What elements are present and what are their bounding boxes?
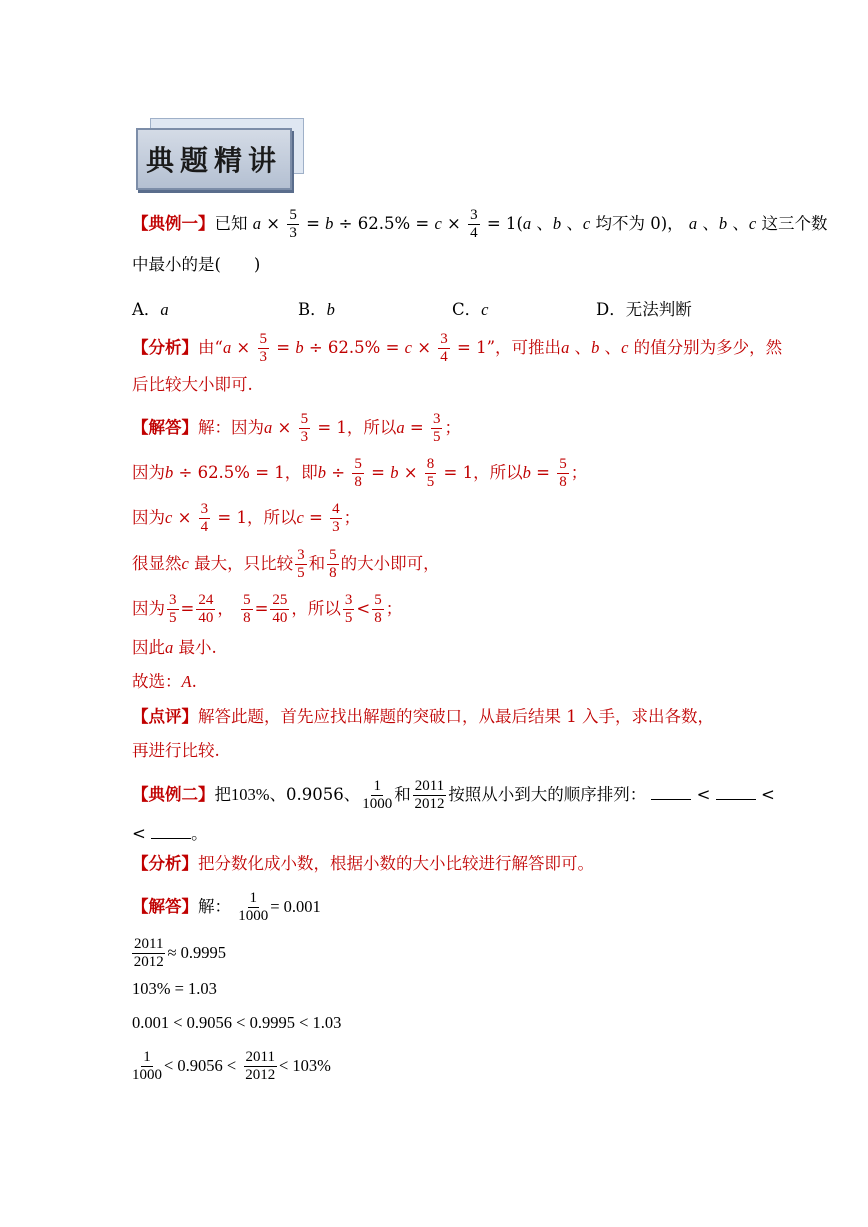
ex1-q-text3: )，	[660, 214, 684, 233]
ex1-answer-line6: 因此a 最小.	[132, 638, 217, 657]
ex1-answer-line1: 【解答】解：因为a × $\frac{5}{3}$ = 1，所以a = $\frac{3}{5}$ ；	[132, 411, 461, 445]
answer-tag: 【解答】	[132, 897, 198, 916]
ex1-q-text2: 均不为	[595, 214, 645, 233]
ex2-answer-line5: $\frac{1}{1000}$ < 0.9056 < $\frac{2011}{2012}$ < 103%	[132, 1049, 331, 1083]
ex1-answer-line2: 因为b ÷ 62.5% = 1，即b ÷ $\frac{5}{8}$ = b × $\frac{8}{5}$ = 1，所以b = $\frac{5}{8}$ ；	[132, 456, 588, 490]
ex2-answer-line3: 103% = 1.03	[132, 979, 217, 998]
ex1-option-c: C．c	[452, 300, 489, 319]
ex1-q-text: 已知	[214, 214, 248, 233]
ex1-tag: 【典例一】	[132, 214, 215, 233]
analysis-tag: 【分析】	[132, 338, 198, 357]
ex1-analysis-line2: 后比较大小即可.	[132, 375, 253, 394]
ex2-answer-line2: $\frac{2011}{2012}$ ≈ 0.9995	[133, 936, 227, 970]
ex1-q-paren: (	[516, 214, 523, 233]
ex1-answer-line7: 故选：A.	[132, 672, 197, 691]
ex1-question-line1: 【典例一】已知 a × $\frac{5}{3}$ = b ÷ 62.5% = c × $\frac{3}{4}$ = 1(a 、b 、c 均不为 0)， a 、b 、c 这三个数	[132, 207, 828, 241]
ex1-option-a: A．a	[132, 300, 169, 319]
ex1-answer-line5: 因为 $\frac{3}{5}$ = $\frac{24}{40}$ ， $\frac{5}{8}$ = $\frac{25}{40}$ ，所以 $\frac{3}{5}$ < $\frac{5}{8}$ ；	[132, 592, 403, 626]
banner-title: 典题精讲	[145, 144, 282, 177]
ex2-tag: 【典例二】	[132, 785, 215, 804]
banner-panel	[136, 128, 292, 190]
ex2-question-line1: 【典例二】把103%、0.9056、 $\frac{1}{1000}$ 和 $\frac{2011}{2012}$ 按照从小到大的顺序排列： < <	[132, 778, 775, 812]
answer-blank[interactable]	[651, 785, 691, 800]
math: a	[252, 214, 261, 233]
answer-tag: 【解答】	[132, 418, 198, 437]
ex1-question-line2: 中最小的是( )	[132, 255, 261, 274]
fraction-5-3: $\frac{5}{3}$	[289, 207, 297, 241]
ex1-analysis-line1: 【分析】由“a × $\frac{5}{3}$ = b ÷ 62.5% = c × $\frac{3}{4}$ = 1”，可推出a 、b 、c 的值分别为多少，然	[132, 331, 783, 365]
ex1-answer-line4: 很显然c 最大，只比较 $\frac{3}{5}$ 和 $\frac{5}{8}$ 的大小即可，	[132, 547, 440, 581]
ex1-review-line1: 【点评】解答此题，首先应找出解题的突破口，从最后结果 1 入手，求出各数，	[132, 707, 714, 726]
ex2-answer-line4: 0.001 < 0.9056 < 0.9995 < 1.03	[132, 1013, 342, 1032]
review-tag: 【点评】	[132, 707, 198, 726]
answer-blank[interactable]	[151, 824, 191, 839]
ex1-option-b: B．b	[298, 300, 335, 319]
ex1-review-line2: 再进行比较.	[132, 741, 220, 760]
fraction-3-4: $\frac{3}{4}$	[470, 207, 478, 241]
answer-blank[interactable]	[716, 785, 756, 800]
ex2-question-line2: < 。	[132, 824, 208, 843]
ex2-answer-line1: 【解答】解： $\frac{1}{1000}$ = 0.001	[132, 890, 321, 924]
ex1-option-d: D．无法判断	[596, 300, 692, 319]
ex2-analysis: 【分析】把分数化成小数，根据小数的大小比较进行解答即可。	[132, 854, 594, 873]
section-banner	[136, 118, 302, 188]
analysis-tag: 【分析】	[132, 854, 198, 873]
ex1-answer-line3: 因为c × $\frac{3}{4}$ = 1，所以c = $\frac{4}{3}$ ；	[132, 501, 361, 535]
ex1-q-text4: 这三个数	[761, 214, 828, 233]
